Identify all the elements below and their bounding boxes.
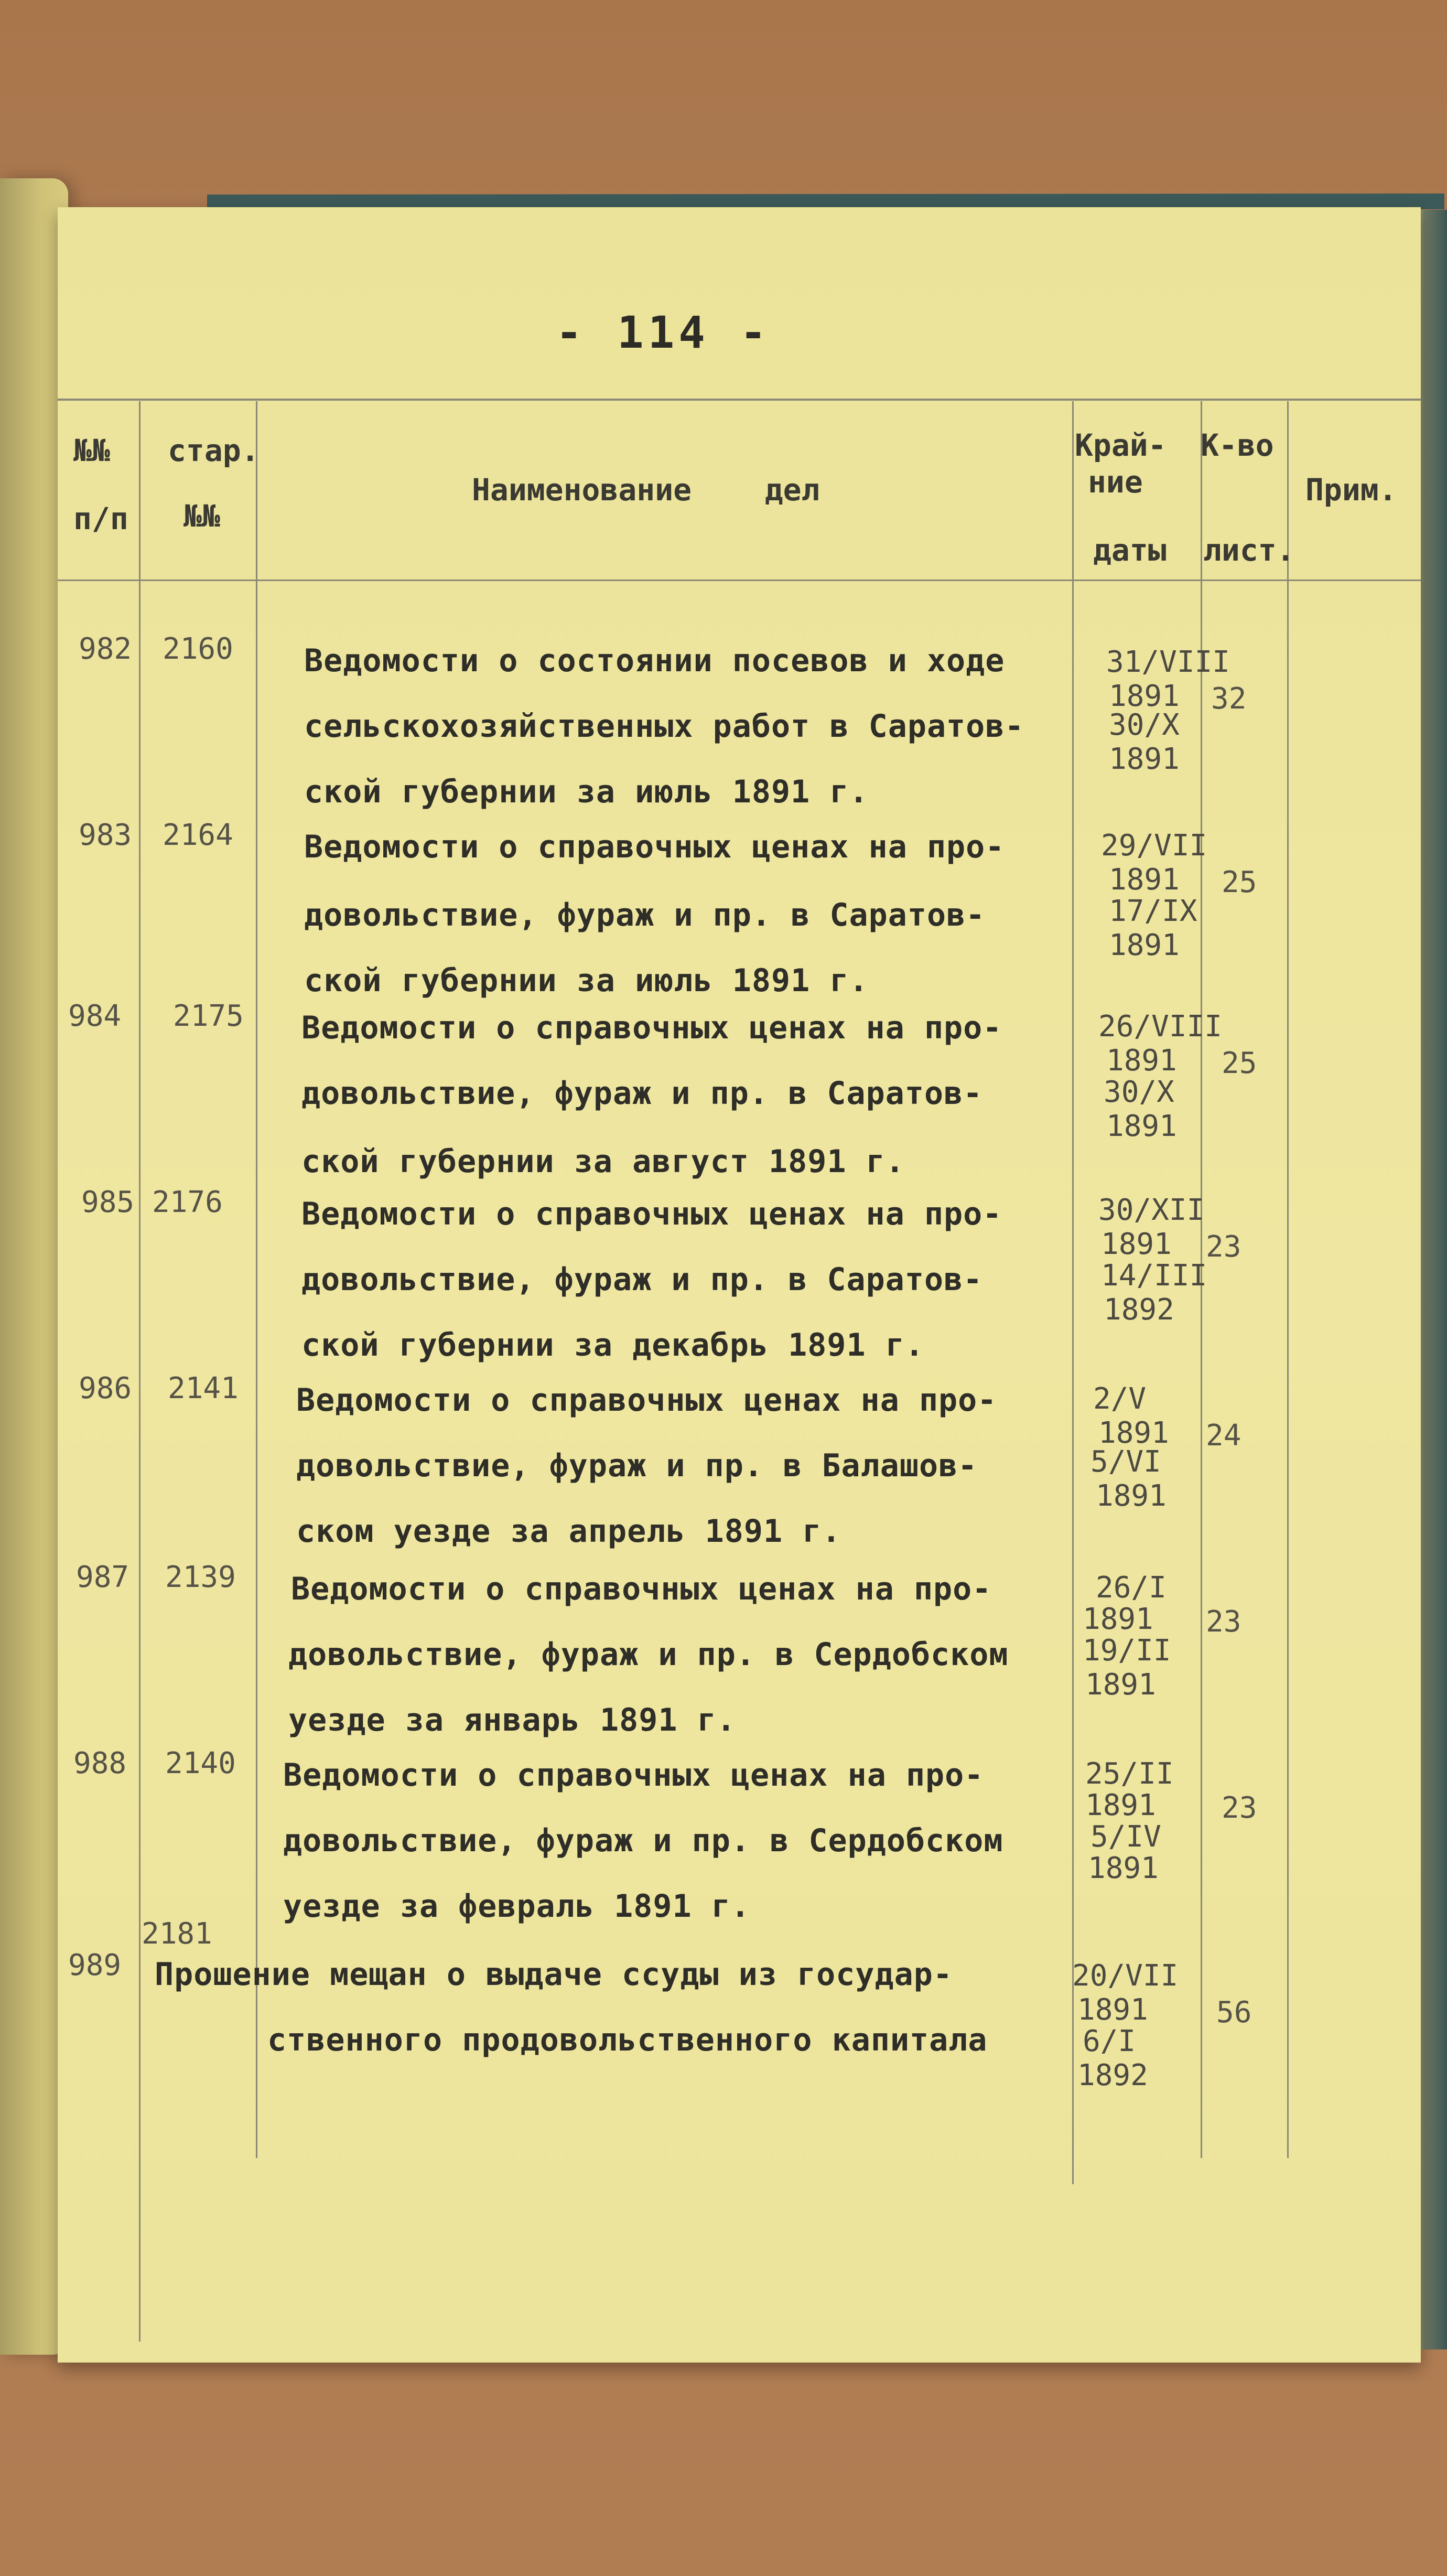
- row-old-num: 2176: [152, 1185, 223, 1219]
- col-rule-1: [139, 401, 141, 2342]
- row-date-line: 20/VII: [1072, 1959, 1179, 1993]
- row-title-line: Ведомости о состоянии посевов и ходе: [304, 642, 1005, 679]
- row-date-line: 1891: [1106, 1109, 1177, 1143]
- row-old-num: 2141: [168, 1371, 239, 1405]
- col-rule-5: [1287, 401, 1289, 2158]
- row-title-line: Ведомости о справочных ценах на про-: [301, 1196, 1002, 1232]
- row-sheets: 23: [1206, 1605, 1241, 1639]
- row-title-line: Ведомости о справочных ценах на про-: [304, 829, 1005, 865]
- row-date-line: 1891: [1088, 1851, 1159, 1885]
- row-date-line: 17/IX: [1109, 894, 1197, 928]
- row-title-line: ском уезде за апрель 1891 г.: [296, 1513, 841, 1550]
- row-num: 986: [79, 1371, 132, 1405]
- row-sheets: 32: [1211, 682, 1247, 716]
- row-date-line: 1891: [1098, 1416, 1169, 1450]
- row-title-line: довольствие, фураж и пр. в Саратов-: [301, 1075, 983, 1112]
- row-date-line: 14/III: [1101, 1259, 1207, 1293]
- row-old-num: 2139: [165, 1560, 236, 1594]
- row-sheets: 24: [1206, 1419, 1241, 1453]
- row-title-line: ской губернии за август 1891 г.: [301, 1143, 905, 1180]
- row-old-num: 2175: [173, 999, 244, 1033]
- row-title-line: довольствие, фураж и пр. в Саратов-: [304, 897, 986, 933]
- row-date-line: 1891: [1106, 1044, 1177, 1078]
- header-bottom-rule: [58, 579, 1421, 581]
- col-rule-3: [1072, 401, 1074, 2184]
- row-title-line: довольствие, фураж и пр. в Сердобском: [288, 1636, 1009, 1673]
- row-date-line: 2/V: [1093, 1382, 1147, 1416]
- row-date-line: 1891: [1109, 928, 1180, 962]
- col-rule-2: [256, 401, 257, 2158]
- row-date-line: 1891: [1083, 1602, 1153, 1636]
- row-date-line: 26/VIII: [1098, 1010, 1223, 1044]
- header-num-2: п/п: [73, 501, 128, 536]
- row-date-line: 30/X: [1109, 708, 1180, 742]
- row-title-line: ской губернии за декабрь 1891 г.: [301, 1327, 924, 1364]
- row-title-line: Ведомости о справочных ценах на про-: [291, 1571, 992, 1607]
- row-sheets: 23: [1222, 1791, 1257, 1825]
- row-sheets: 23: [1206, 1230, 1241, 1264]
- archive-page: [58, 207, 1421, 2363]
- row-sheets: 25: [1222, 865, 1257, 899]
- header-old-2: №№: [183, 498, 220, 534]
- header-count-1: К-во: [1201, 427, 1274, 463]
- row-old-num: 2160: [163, 632, 233, 666]
- row-num: 984: [68, 999, 122, 1033]
- header-title: Наименование дел: [472, 472, 820, 508]
- row-date-line: 1892: [1104, 1293, 1174, 1327]
- row-date-line: 5/VI: [1090, 1445, 1161, 1479]
- row-num: 987: [76, 1560, 129, 1594]
- row-title-line: Ведомости о справочных ценах на про-: [301, 1010, 1002, 1046]
- header-note: Прим.: [1305, 472, 1397, 508]
- row-title-line: довольствие, фураж и пр. в Сердобском: [283, 1822, 1003, 1859]
- row-title-line: Прошение мещан о выдаче ссуды из государ-: [155, 1956, 953, 1993]
- row-date-line: 29/VII: [1101, 829, 1207, 863]
- header-dates-2: ние: [1088, 464, 1143, 500]
- row-date-line: 31/VIII: [1106, 645, 1230, 679]
- row-date-line: 1892: [1077, 2058, 1148, 2092]
- row-title-line: довольствие, фураж и пр. в Саратов-: [301, 1261, 983, 1298]
- row-num: 983: [79, 818, 132, 852]
- header-count-2: лист.: [1203, 532, 1295, 568]
- row-date-line: 5/IV: [1090, 1820, 1161, 1854]
- row-num: 985: [81, 1185, 135, 1219]
- row-title-line: Ведомости о справочных ценах на про-: [283, 1757, 984, 1794]
- row-old-num: 2140: [165, 1746, 236, 1780]
- header-dates-3: даты: [1093, 532, 1167, 568]
- row-date-line: 26/I: [1096, 1571, 1167, 1605]
- row-date-line: 25/II: [1085, 1757, 1174, 1791]
- row-num: 988: [73, 1746, 127, 1780]
- row-num: 982: [79, 632, 132, 666]
- row-date-line: 1891: [1101, 1227, 1172, 1261]
- row-date-line: 1891: [1109, 863, 1180, 897]
- row-old-num: 2181: [142, 1917, 212, 1951]
- row-title-line: ской губернии за июль 1891 г.: [304, 774, 869, 810]
- row-sheets: 56: [1216, 1995, 1252, 2030]
- row-title-line: уезде за январь 1891 г.: [288, 1702, 736, 1738]
- row-num: 989: [68, 1948, 122, 1982]
- row-date-line: 19/II: [1083, 1634, 1171, 1668]
- row-title-line: ственного продовольственного капитала: [267, 2022, 988, 2058]
- header-old-1: стар.: [168, 433, 260, 468]
- row-old-num: 2164: [163, 818, 233, 852]
- row-title-line: уезде за февраль 1891 г.: [283, 1888, 750, 1925]
- row-date-line: 30/XII: [1098, 1193, 1205, 1227]
- row-date-line: 1891: [1109, 742, 1180, 776]
- row-date-line: 6/I: [1083, 2024, 1136, 2058]
- header-num-1: №№: [73, 433, 110, 468]
- row-date-line: 30/X: [1104, 1075, 1174, 1109]
- row-title-line: довольствие, фураж и пр. в Балашов-: [296, 1447, 978, 1484]
- header-dates-1: Край-: [1075, 427, 1167, 463]
- row-date-line: 1891: [1096, 1479, 1167, 1513]
- header-top-rule: [58, 399, 1421, 401]
- page-number: - 114 -: [556, 307, 771, 358]
- row-date-line: 1891: [1085, 1788, 1156, 1822]
- row-date-line: 1891: [1109, 679, 1180, 713]
- row-title-line: Ведомости о справочных ценах на про-: [296, 1382, 997, 1419]
- row-title-line: сельскохозяйственных работ в Саратов-: [304, 708, 1024, 745]
- row-title-line: ской губернии за июль 1891 г.: [304, 962, 869, 999]
- row-date-line: 1891: [1077, 1993, 1148, 2027]
- row-sheets: 25: [1222, 1046, 1257, 1080]
- row-date-line: 1891: [1085, 1668, 1156, 1702]
